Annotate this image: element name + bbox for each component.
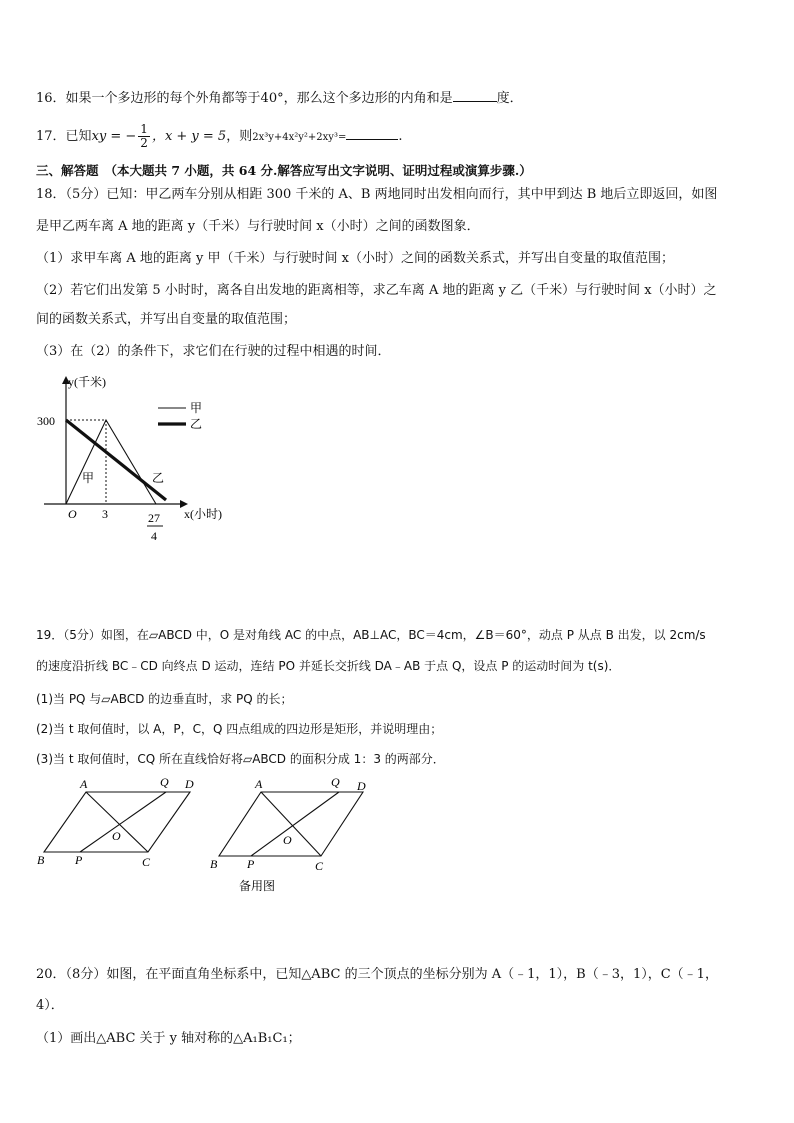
x-tick-frac-den: 4	[151, 529, 157, 543]
label-d: D	[185, 777, 194, 791]
q19-part-2: (2)当 t 取何值时，以 A，P，C，Q 四点组成的四边形是矩形，并说明理由；	[36, 722, 443, 736]
q18-line-2: 是甲乙两车离 A 地的距离 y（千米）与行驶时间 x（小时）之间的函数图象．	[36, 219, 480, 234]
q17-xy-eq: xy = −	[91, 129, 137, 144]
q19-part-3: (3)当 t 取何值时，CQ 所在直线恰好将▱ABCD 的面积分成 1：3 的两部分．	[36, 752, 445, 766]
q19-line-2: 的速度沿折线 BC﹣CD 向终点 D 运动，连结 PO 并延长交折线 DA﹣AB 于点 Q，设点 P 的运动时间为 t(s)．	[36, 659, 621, 673]
spare-label-q: Q	[331, 775, 340, 789]
spare-label-c: C	[315, 859, 324, 873]
label-a: A	[80, 777, 88, 791]
q18-part-3: （3）在（2）的条件下，求它们在行驶的过程中相遇的时间．	[36, 344, 391, 359]
q18-function-graph	[30, 370, 250, 550]
y-tick-300: 300	[37, 414, 55, 428]
q17-end: .	[398, 129, 403, 144]
q20-line-2: 4）．	[36, 998, 64, 1013]
y-axis-label: y(千米)	[68, 375, 106, 389]
x-tick-frac-num: 27	[148, 511, 160, 525]
section-3-note: （本大题共 7 小题，共 64 分.解答应写出文字说明、证明过程或演算步骤.）	[104, 163, 532, 178]
spare-label-o: O	[283, 833, 292, 847]
q19-figure-spare	[205, 772, 385, 897]
q18-part-2b: 间的函数关系式，并写出自变量的取值范围；	[36, 312, 297, 327]
q20-line-1: 20．（8分）如图，在平面直角坐标系中，已知△ABC 的三个顶点的坐标分别为 A（﹣1，1），B（﹣3，1），C（﹣1，	[36, 967, 718, 982]
label-o: O	[112, 829, 121, 843]
jia-curve-label: 甲	[82, 471, 95, 485]
spare-figure-caption: 备用图	[239, 879, 276, 893]
q20-part-1: （1）画出△ABC 关于 y 轴对称的△A₁B₁C₁；	[36, 1031, 301, 1046]
section-3-header	[36, 162, 532, 180]
q18-line-1: 18．（5分）已知：甲乙两车分别从相距 300 千米的 A、B 两地同时出发相向而行，其中甲到达 B 地后立即返回，如图	[36, 187, 718, 202]
q19-line-1: 19．（5分）如图，在▱ABCD 中，O 是对角线 AC 的中点，AB⊥AC，BC＝4cm，∠B＝60°，动点 P 从点 B 出发，以 2cm/s	[36, 628, 706, 642]
q18-part-1: （1）求甲车离 A 地的距离 y 甲（千米）与行驶时间 x（小时）之间的函数关系式，并写出自变量的取值范围；	[36, 251, 674, 266]
label-b: B	[37, 853, 45, 867]
q17-answer-blank[interactable]	[346, 127, 398, 140]
question-16	[36, 89, 523, 108]
spare-label-a: A	[255, 777, 263, 791]
segment-pq	[80, 792, 166, 852]
q17-frac-num: 1	[140, 122, 148, 136]
yi-line	[66, 420, 166, 500]
spare-segment-pq	[251, 792, 339, 856]
q16-text: 如果一个多边形的每个外角都等于40°，那么这个多边形的内角和是	[65, 91, 453, 106]
origin-label: O	[68, 507, 77, 521]
yi-curve-label: 乙	[152, 471, 165, 485]
q16-answer-blank[interactable]	[453, 89, 497, 102]
label-p: P	[75, 853, 83, 867]
q19-part-1: (1)当 PQ 与▱ABCD 的边垂直时，求 PQ 的长；	[36, 692, 293, 706]
section-3-title: 三、解答题	[36, 163, 99, 178]
q17-frac-den: 2	[140, 136, 148, 150]
legend-yi-label: 乙	[190, 417, 203, 431]
label-c: C	[142, 855, 151, 869]
label-q: Q	[160, 775, 169, 789]
q16-number: 16．	[36, 91, 66, 106]
q17-x-plus-y: ，x + y = 5	[151, 129, 227, 144]
spare-label-d: D	[357, 779, 366, 793]
q17-prefix: 已知	[65, 129, 92, 144]
spare-label-p: P	[247, 857, 255, 871]
q17-expression: 2x³y+4x²y²+2xy³=	[252, 132, 347, 143]
q17-fraction	[138, 123, 150, 150]
legend-jia-label: 甲	[190, 401, 203, 415]
q17-number: 17．	[36, 129, 66, 144]
q19-figure-main	[30, 772, 210, 872]
q18-part-2a: （2）若它们出发第 5 小时时，离各自出发地的距离相等，求乙车离 A 地的距离 y 乙（千米）与行驶时间 x（小时）之	[36, 283, 717, 298]
q16-unit: 度．	[496, 91, 523, 106]
q17-mid: ，则	[226, 129, 253, 144]
x-tick-3: 3	[102, 507, 108, 521]
diagonal-ac	[86, 792, 148, 852]
spare-label-b: B	[210, 857, 218, 871]
question-17	[36, 120, 403, 154]
x-axis-label: x(小时)	[184, 507, 222, 521]
